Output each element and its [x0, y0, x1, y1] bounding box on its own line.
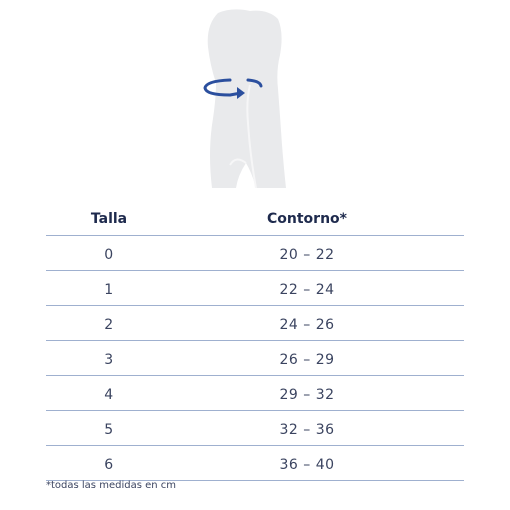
table-row: [46, 306, 464, 341]
table-header: [46, 200, 464, 236]
size-cell: 0: [104, 246, 114, 263]
size-cell: 4: [104, 386, 114, 403]
contour-column-header: Contorno*: [267, 211, 347, 227]
contour-cell: 24 – 26: [279, 316, 335, 333]
contour-cell: 22 – 24: [279, 281, 335, 298]
size-table: [46, 200, 464, 481]
table-row: [46, 446, 464, 481]
contour-cell: 32 – 36: [279, 421, 335, 438]
size-cell: 5: [104, 421, 114, 438]
size-column-header: Talla: [90, 211, 128, 227]
contour-cell: 20 – 22: [279, 246, 335, 263]
contour-cell: 36 – 40: [279, 456, 335, 473]
table-row: [46, 236, 464, 271]
contour-cell: 26 – 29: [279, 351, 335, 368]
circumference-arrow-icon: [200, 73, 266, 101]
arm-measurement-illustration: [190, 5, 310, 190]
measurement-footnote: *todas las medidas en cm: [46, 480, 176, 491]
table-row: [46, 411, 464, 446]
contour-cell: 29 – 32: [279, 386, 335, 403]
table-row: [46, 376, 464, 411]
table-row: [46, 341, 464, 376]
table-row: [46, 271, 464, 306]
size-cell: 2: [104, 316, 114, 333]
size-cell: 1: [104, 281, 114, 298]
size-cell: 3: [104, 351, 114, 368]
size-cell: 6: [104, 456, 114, 473]
